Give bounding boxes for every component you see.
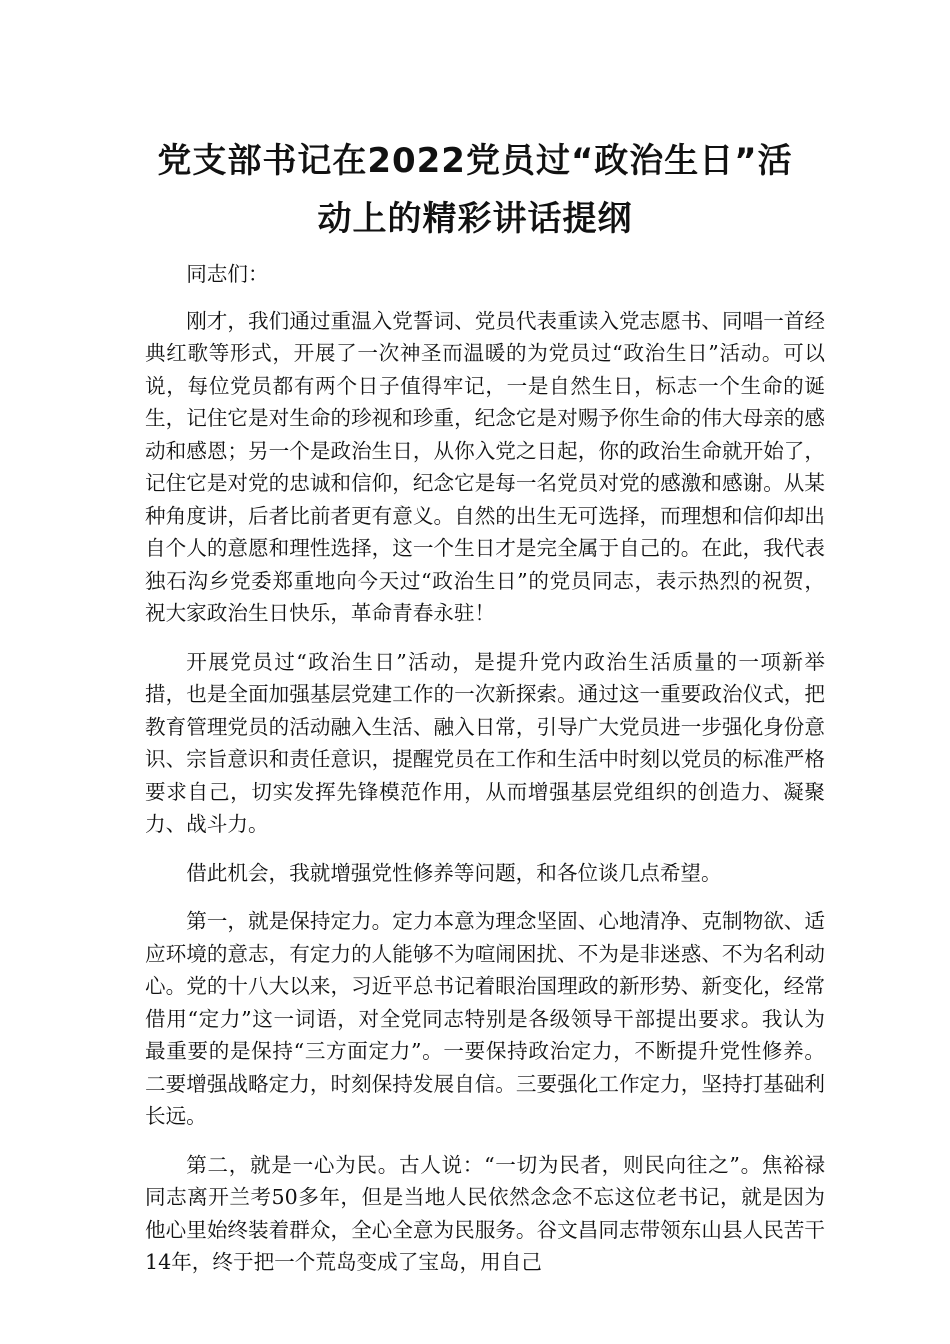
paragraph-4: 第一，就是保持定力。定力本意为理念坚固、心地清净、克制物欲、适应环境的意志，有定力的人能够不为喧闹困扰、不为是非迷惑、不为名利动心。党的十八大以来，习近平总书记着眼治国理政的新形势、新变化，经常借用“定力”这一词语，对全党同志特别是各级领导干部提出要求。我认为最重要的是保持“三方面定力”。一要保持政治定力，不断提升党性修养。二要增强战略定力，时刻保持发展自信。三要强化工作定力，坚持打基础利长远。 bbox=[145, 909, 825, 1128]
paragraph-1: 刚才，我们通过重温入党誓词、党员代表重读入党志愿书、同唱一首经典红歌等形式，开展了一次神圣而温暖的为党员过“政治生日”活动。可以说，每位党员都有两个日子值得牢记，一是自然生日，标志一个生命的诞生，记住它是对生命的珍视和珍重，纪念它是对赐予你生命的伟大母亲的感动和感恩；另一个是政治生日，从你入党之日起，你的政治生命就开始了，记住它是对党的忠诚和信仰，纪念它是每一名党员对党的感激和感谢。从某种角度讲，后者比前者更有意义。自然的出生无可选择，而理想和信仰却出自个人的意愿和理性选择，这一个生日才是完全属于自己的。在此，我代表独石沟乡党委郑重地向今天过“政治生日”的党员同志，表示热烈的祝贺，祝大家政治生日快乐，革命青春永驻！ bbox=[145, 308, 825, 625]
document-title bbox=[140, 132, 810, 248]
title-line-2: 动上的精彩讲话提纲 bbox=[317, 199, 633, 239]
document-body bbox=[145, 258, 825, 1295]
paragraph-3: 借此机会，我就增强党性修养等问题，和各位谈几点希望。 bbox=[186, 860, 722, 885]
title-line-1: 党支部书记在2022党员过“政治生日”活 bbox=[157, 141, 793, 181]
paragraph-5: 第二，就是一心为民。古人说：“一切为民者，则民向往之”。焦裕禄同志离开兰考50多年，但是当地人民依然念念不忘这位老书记，就是因为他心里始终装着群众，全心全意为民服务。谷文昌同志带领东山县人民苦干14年，终于把一个荒岛变成了宝岛，用自己 bbox=[145, 1152, 825, 1274]
salutation: 同志们： bbox=[186, 262, 269, 286]
paragraph-2: 开展党员过“政治生日”活动，是提升党内政治生活质量的一项新举措，也是全面加强基层党建工作的一次新探索。通过这一重要政治仪式，把教育管理党员的活动融入生活、融入日常，引导广大党员进一步强化身份意识、宗旨意识和责任意识，提醒党员在工作和生活中时刻以党员的标准严格要求自己，切实发挥先锋模范作用，从而增强基层党组织的创造力、凝聚力、战斗力。 bbox=[145, 649, 825, 836]
